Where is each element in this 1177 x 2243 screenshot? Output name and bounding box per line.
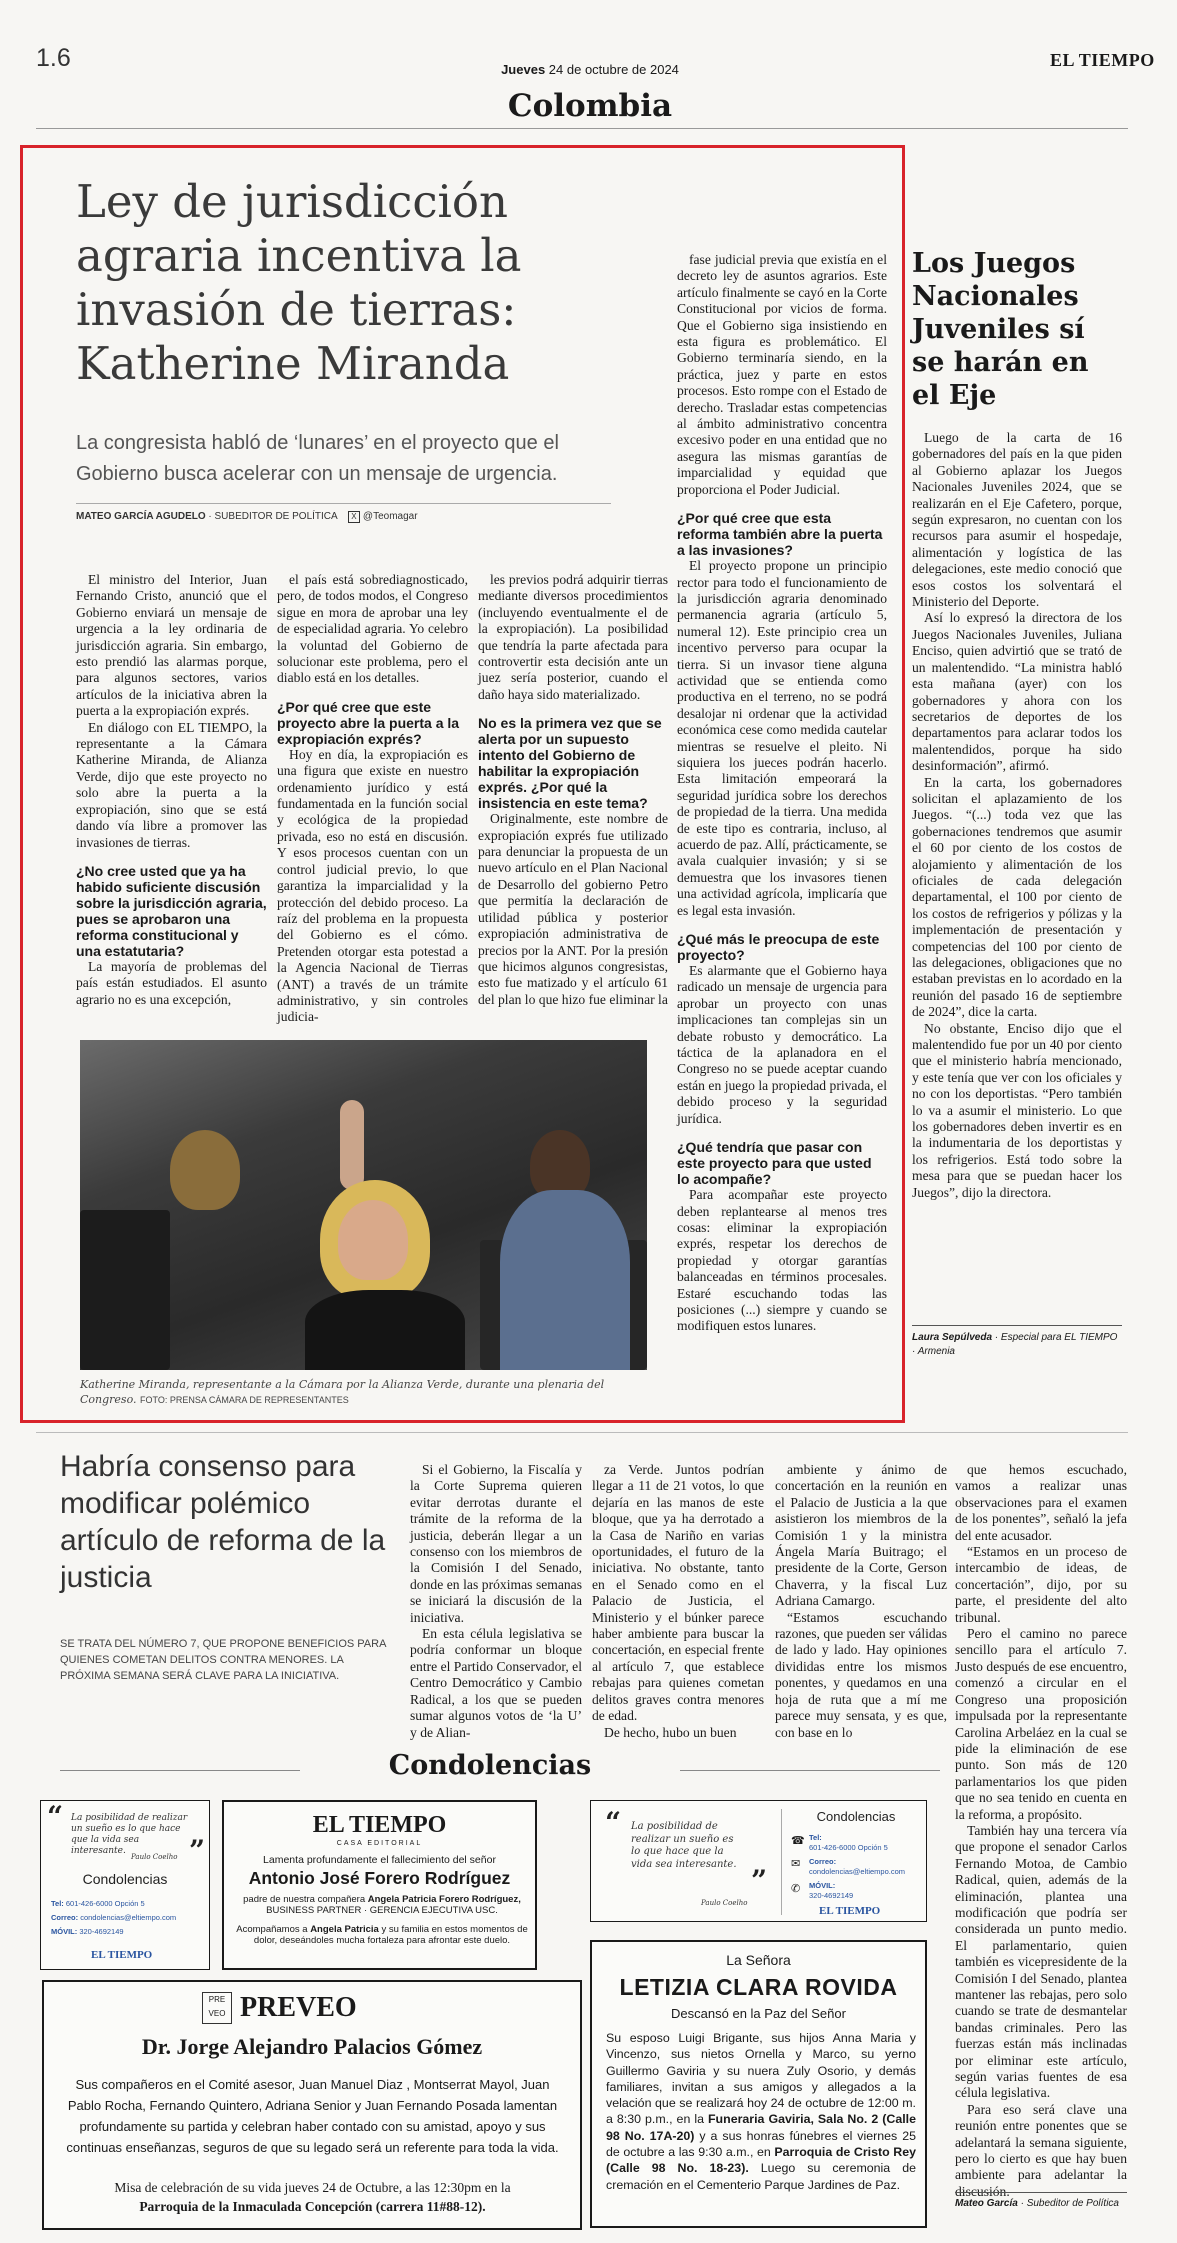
paragraph: Hoy en día, la expropiación es una figura que existe en nuestro ordenamiento jurídico y está fundamentada en la función social y ecológica de la propiedad privada, eso no está en discusión. Y esos procesos cuentan con un control judicial previo, lo que garantiza la imparcialidad y la protección del debido proceso. La raíz del problema en la propuesta del Gobierno es el cómo. Pretenden otorgar esta potestad a la Agencia Nacional de Tierras (ANT) a través de un trámite administrativo, y sin controles judicia- [277,746,468,1025]
paragraph: que hemos escuchado, vamos a realizar unas observaciones para el examen de los ponentes”, señaló la jefa del ente acusador. [955,1462,1127,1543]
obituary-message: Sus compañeros en el Comité asesor, Juan Manuel Diaz , Montserrat Mayol, Juan Pablo Rocha, Fernando Quintero, Adriana Senior y Juan Fernando Posada lamentan profundamente su partida y celebran haber contado con su amistad, apoyo y sus continuas enseñanzas, seguros de que su legado será un referente para toda la vida. [66,2077,559,2155]
photo-woman-face [338,1200,408,1280]
sidebar-author: Laura Sepúlveda [912,1332,993,1343]
obituary-intro: La Señora [726,1952,791,1968]
quote-text: La posibilidad de realizar un sueño es lo que hace que la vida sea interesante. [71,1813,188,1856]
interview-question: ¿Qué tendría que pasar con este proyecto para que usted lo acompañe? [677,1139,872,1188]
condolencias-contact-card-wide [590,1800,927,1922]
section-title: Colombia [507,88,673,124]
paragraph: También hay una tercera vía que propone el senador Carlos Fernando Motoa, de Cambio Radical, quien, además de la eliminación, plantea una modificación que podría ser considerada un punto medio. El parlamentario, quien también es vicepresidente de la Comisión I del Senado, plantea mantener las rebajas, pero solo cuando se trate de desmantelar bandas criminales. Pero las fuerzas están más inclinadas por eliminar este artículo, según varias fuentes de esa célula legislativa. [955,1822,1127,2101]
paragraph: El ministro del Interior, Juan Fernando Cristo, anunció que el Gobierno enviará un mensaje de urgencia a la ley ordinaria de jurisdicción agraria. Sin embargo, esto prendió las alarmas porque, para algunos sectores, varios artículos de la iniciativa abren la puerta a la expropiación exprés. [76,572,267,719]
paragraph: La mayoría de problemas del país están estudiados. El asunto agrario no es una excepción, [76,958,267,1007]
interview-question: ¿Qué más le preocupa de este proyecto? [677,931,880,964]
deceased-name: Antonio José Forero Rodríguez [248,1868,511,1888]
second-article-column-4 [955,1462,1127,2200]
quote-author: Paulo Coelho [131,1853,178,1861]
whatsapp-icon: ✆ [791,1882,801,1895]
photo-person-hat [170,1130,240,1210]
ad-brand-sub: CASA EDITORIAL [336,1840,423,1847]
main-article-column-3 [478,572,668,1008]
ad-brand: PREVEO [240,1992,357,2023]
contact-card-brand: EL TIEMPO [91,1949,153,1961]
caption-text: Katherine Miranda, representante a la Cámara por la Alianza Verde, durante una plenaria del Congreso. [80,1378,605,1406]
paragraph: El proyecto propone un principio rector para todo el funcionamiento de la jurisdicción agraria denominado permanencia agraria (artículo 5, numeral 12). Este principio crea un incentivo perverso para ocupar la tierra. Si un invasor tiene alguna actividad que se entienda como productiva en el terreno, no se podrá desalojar ni ordenar que la actividad económica cese como medida cautelar mientras se resuelve el pleito. Ni siquiera los jueces podrán hacerlo. Esta limitación empeorará la seguridad jurídica sobre los derechos de propiedad de la tierra. Una medida de este tipo es contraria, incluso, al acuerdo de paz. Allí, prácticamente, se avala cualquier invasión; y si se demuestra que los invasores tienen una actividad agrícola, implicaría que es legal esta invasión. [677,558,887,918]
contact-card-brand: EL TIEMPO [819,1905,881,1917]
byline-author: MATEO GARCÍA AGUDELO [76,511,206,522]
preveo-logo: PRE VEO [202,1992,232,2024]
second-article-subtitle: SE TRATA DEL NÚMERO 7, QUE PROPONE BENEFICIOS PARA QUIENES COMETAN DELITOS CONTRA MENORES. LA PRÓXIMA SEMANA SERÁ CLAVE PARA LA INICIATIVA. [60,1638,386,1682]
paragraph: No obstante, Enciso dijo que el malentendido fue por un 40 por ciento que el ministerio habría mencionado, y este tenía que ver con los oficiales y no con los deportistas. “Pero también lo va a asumir el ministerio. Lo que los gobernadores deben invertir es en la indumentaria de los deportistas y los refrigerios. Está todo sobre la mesa para que se puedan hacer los Juegos”, dijo la directora. [912,1020,1122,1200]
paragraph: En la carta, los gobernadores solicitan el aplazamiento de los Juegos. “(...) toda vez que las gobernaciones tendremos que asumir el 60 por ciento de los costos de alojamiento y alimentación de los oficiales de cada delegación departamental, el 100 por ciento de los costos de refrigerios y pólizas y la implementación de presentación y competencias del 100 por ciento de las delegaciones, obligaciones que no estaban previstas en lo acordado en la reunión del pasado 16 de septiembre de 2024”, dice la carta. [912,774,1122,1020]
second-article-column-2 [592,1462,764,1741]
paragraph: “Estamos en un proceso de intercambio de ideas, de concertación”, dijo, por su parte, el presidente del alto tribunal. [955,1544,1127,1625]
paragraph: fase judicial previa que existía en el decreto ley de asuntos agrarios. Este artículo finalmente se cayó en la Corte Constitucional por vicios de forma. Que el Gobierno siga insistiendo en esta figura es problemático. El Gobierno terminaría siendo, en la práctica, juez y parte en estos procesos. Esto rompe con el Estado de derecho. Trasladar estas competencias al ámbito administrativo concentra excesivo poder en una entidad que no asegura las mismas garantías de imparcialidad y equidad que proporciona el Poder Judicial. [677,252,887,497]
paragraph: les previos podrá adquirir tierras mediante diversos procedimientos (incluyendo eventualmente el de la expropiación). La posibilidad que tendría la parte afectada para controvertir esta decisión ante un juez sería posterior, cuando el daño haya sido materializado. [478,572,668,702]
deceased-name: LETIZIA CLARA ROVIDA [619,1974,898,2000]
obituary-message: Acompañamos a Angela Patricia y su familia en estos momentos de dolor, deseándoles mucha fortaleza para afrontar este duelo. [236,1924,528,1946]
main-article-column-2 [277,572,468,1026]
byline-role: · SUBEDITOR DE POLÍTICA [208,511,338,522]
paragraph: “Estamos escuchando razones, que pueden ser válidas de lado y lado. Hay opiniones divididas entre los mismos ponentes, y quedamos en una hoja de ruta que a mí me parece muy sensata, y es que, con base en lo [775,1609,947,1740]
open-quote-icon: “ [605,1806,622,1839]
main-article-column-4 [677,252,887,1335]
photo-seat [80,1210,170,1370]
sidebar-title: Los Juegos Nacionales Juveniles sí se harán en el Eje [912,248,1089,411]
photo-credit: FOTO: PRENSA CÁMARA DE REPRESENTANTES [140,1395,349,1405]
paragraph: De hecho, hubo un buen [604,1724,737,1740]
interview-question: No es la primera vez que se alerta por un supuesto intento del Gobierno de habilitar la expropiación exprés. ¿Por qué la insistencia en este tema? [478,715,662,812]
paragraph: Luego de la carta de 16 gobernadores del país en la que piden al Gobierno aplazar los Juegos Nacionales Juveniles 2024, que se realizarán en el Eje Cafetero, porque, según expresaron, no cuentan con los recursos para asumir el hospedaje, alimentación y logística de las delegaciones, este medio conoció que esos costos los solventará el Ministerio del Deporte. [912,430,1122,610]
close-quote-icon: ” [751,1864,768,1897]
card-divider [781,1809,782,1915]
deceased-name: Dr. Jorge Alejandro Palacios Gómez [141,2034,483,2059]
quote-author: Paulo Coelho [701,1899,748,1907]
main-article-column-1 [76,572,267,1008]
condolencias-rule-right [680,1770,940,1771]
article-photo [80,1040,647,1370]
x-social-icon: X [348,511,360,523]
contact-card-title: Condolencias [82,1871,168,1887]
paragraph: Si el Gobierno, la Fiscalía y la Corte Suprema quieren evitar derrotas durante el trámite de la reforma de la justicia, deberán llegar a un consenso con los miembros de la Comisión I del Senado, donde en las próximas semanas se iniciará la discusión de la iniciativa. [410,1462,582,1625]
second-article-signature [955,2192,1127,2210]
obituary-mass: Misa de celebración de su vida jueves 24 de Octubre, a las 12:30pm en la Parroquia de la Inmaculada Concepción (carrera 11#88-12). [114,2180,511,2214]
paragraph: el país está sobrediagnosticado, pero, de todos modos, el Congreso sigue en mora de aprobar una ley de especialidad agraria. Yo celebro la voluntad del Gobierno de solucionar este problema, pero el diablo está en los detalles. [277,572,468,686]
contact-movil: MÓVIL: 320-4692149 [51,1927,124,1936]
newspaper-brand: EL TIEMPO [1050,50,1155,70]
byline-handle[interactable]: @Teomagar [362,511,418,522]
main-article-subtitle: La congresista habló de ‘lunares’ en el proyecto que el Gobierno busca acelerar con un mensaje de urgencia. [76,432,559,485]
second-article-author: Mateo García [955,2198,1018,2209]
paragraph: za Verde. Juntos podrían llegar a 11 de 21 votos, lo que dejaría en las manos de este bloque, que ya ha derrotado a la Casa de Nariño en varias oportunidades, el futuro de la iniciativa. No obstante, tanto en el Senado como en el Palacio de Justicia, el Ministerio y el búnker parece haber ambiente para buscar la concertación, en especial frente al artículo 7, que establece rebajas para quienes cometan delitos graves contra menores de edad. [592,1462,764,1724]
condolencias-rule-left [60,1770,300,1771]
photo-raised-hand [340,1100,364,1190]
paragraph: ambiente y ánimo de concertación en la reunión en el Palacio de Justicia a la que asistieron los miembros de la Comisión 1 y la ministra Ángela María Buitrago; el presidente de la Corte, Gerson Chaverra, y la fiscal Luz Adriana Camargo. [775,1462,947,1609]
main-article-title: Ley de jurisdicción agraria incentiva la invasión de tierras: Katherine Miranda [76,175,522,390]
contact-card-title: Condolencias [816,1809,896,1824]
contact-email: Correo: condolencias@eltiempo.com [809,1857,905,1876]
byline [76,511,636,523]
obituary-forero [222,1800,537,1970]
sidebar-author-role: · Especial para EL TIEMPO · Armenia [912,1332,1118,1357]
paragraph: Es alarmante que el Gobierno haya radicado un mensaje de urgencia para aprobar un proyecto con unas implicaciones tan complejas sin un debate robusto y democrático. La táctica de la aplanadora en el Congreso no se puede aceptar cuando están en juego la propiedad privada, el debido proceso y la seguridad jurídica. [677,963,887,1126]
paragraph: En esta célula legislativa se podría conformar un bloque entre el Partido Conservador, el Centro Democrático y Cambio Radical, a los que se pueden sumar algunos votos de ‘la U’ y de Alian- [410,1626,582,1740]
page-number: 1.6 [36,44,71,72]
obituary-intro: Lamenta profundamente el fallecimiento del señor [263,1854,496,1866]
publication-date [470,62,710,77]
contact-tel: Tel: 601-426-6000 Opción 5 [51,1899,145,1908]
condolencias-title: Condolencias [388,1750,592,1781]
photo-man-body [500,1190,630,1370]
paragraph: Pero el camino no parece sencillo para el artículo 7. Justo después de ese encuentro, comenzó a circular en el Congreso una proposición impulsada por la representante Carolina Arbeláez en la cual se pide la eliminación de ese punto. Son más de 120 parlamentarios los que piden que no sea tenido en cuenta en la reforma, a propósito. [955,1626,1127,1822]
interview-question: ¿Por qué cree que esta reforma también abre la puerta a las invasiones? [677,510,883,559]
second-article-title: Habría consenso para modificar polémico artículo de reforma de la justicia [60,1450,386,1594]
close-quote-icon: ” [189,1834,206,1867]
quote-text: La posibilidad de realizar un sueño es lo que hace que la vida sea interesante. [631,1821,737,1870]
contact-movil: MÓVIL: 320-4692149 [809,1881,854,1900]
sidebar-signature [912,1325,1122,1359]
condolencias-contact-card [40,1800,210,1970]
paragraph: Así lo expresó la directora de los Juegos Nacionales Juveniles, Juliana Enciso, quien advirtió que se trató de un malentendido. “La ministra habló esta mañana (ayer) con los gobernadores y ahora con los secretarios de deportes de los departamentos para aclarar todos los malentendidos, porque ha sido desinformación”, afirmó. [912,610,1122,774]
date-rest: 24 de octubre de 2024 [548,62,679,77]
section-divider [36,1432,1128,1433]
ad-brand: EL TIEMPO [312,1812,447,1838]
second-article-author-role: · Subeditor de Política [1017,2198,1119,2209]
byline-divider [76,503,611,504]
photo-caption [80,1377,650,1408]
contact-tel: Tel: 601-426-6000 Opción 5 [809,1833,888,1852]
interview-question: ¿Por qué cree que este proyecto abre la puerta a la expropiación exprés? [277,698,460,747]
obituary-rest: Descansó en la Paz del Señor [671,2006,846,2021]
obituary-relation: padre de nuestra compañera Angela Patricia Forero Rodríguez, BUSINESS PARTNER · GERENCIA EJECUTIVA USC. [243,1894,521,1916]
interview-question: ¿No cree usted que ya ha habido suficiente discusión sobre la jurisdicción agraria, pues se aprobaron una reforma constitucional y una estatutaria? [76,862,267,959]
mail-icon: ✉ [791,1857,801,1870]
paragraph: Originalmente, este nombre de expropiación exprés fue utilizado para denunciar la propuesta de un nuevo artículo en el Plan Nacional de Desarrollo del gobierno Petro que permitía la declaración de utilidad pública y posterior expropiación administrativa de precios por la ANT. Por la presión que hicimos algunos congresistas, esto fue matizado y el artículo 61 del plan lo que hizo fue eliminar la [478,811,668,1007]
second-article-column-1 [410,1462,582,1741]
phone-icon: ☎ [791,1834,805,1847]
contact-email: Correo: condolencias@eltiempo.com [51,1913,177,1922]
header-divider [36,128,1128,129]
obituary-palacios [42,1980,582,2230]
second-article-column-3 [775,1462,947,1741]
paragraph: En diálogo con EL TIEMPO, la representante a la Cámara Katherine Miranda, de Alianza Verde, dijo que este proyecto no solo abre la puerta a la expropiación, sino que se está dando vía libre a promover las invasiones de tierras. [76,719,267,850]
open-quote-icon: “ [47,1800,64,1833]
paragraph: Para acompañar este proyecto deben replantearse al menos tres cosas: eliminar la expropiación exprés, respetar los derechos de propiedad y otorgar garantías balanceadas en términos procesales. Estaré escuchando todas las posiciones (...) siempre y cuando se modifiquen estos lunares. [677,1187,887,1334]
paragraph: Para eso será clave una reunión entre ponentes que se adelantará la semana siguiente, pero lo cierto es que hay buen ambiente para adelantar la discusión. [955,2101,1127,2199]
obituary-rovida [590,1940,927,2228]
obituary-message: Su esposo Luigi Brigante, sus hijos Anna Maria y Vincenzo, sus nietos Ornella y Marco, su yerno Guillermo Gaviria y su nuera Zuly Osorio, y demás familiares, invitan a sus amigos y allegados a la velación que se realizará hoy 24 de octubre de 12:00 m. a 8:30 p.m., en la Funeraria Gaviria, Sala No. 2 (Calle 98 No. 17A-20) y a sus honras fúnebres el viernes 25 de octubre a las 9:30 a.m., en Parroquia de Cristo Rey (Calle 98 No. 18-23). Luego su ceremonia de cremación en el Cementerio Parque Jardines de Paz. [606,2031,916,2192]
date-day: Jueves [501,62,546,77]
sidebar-body [912,430,1122,1201]
photo-woman-body [305,1290,465,1370]
